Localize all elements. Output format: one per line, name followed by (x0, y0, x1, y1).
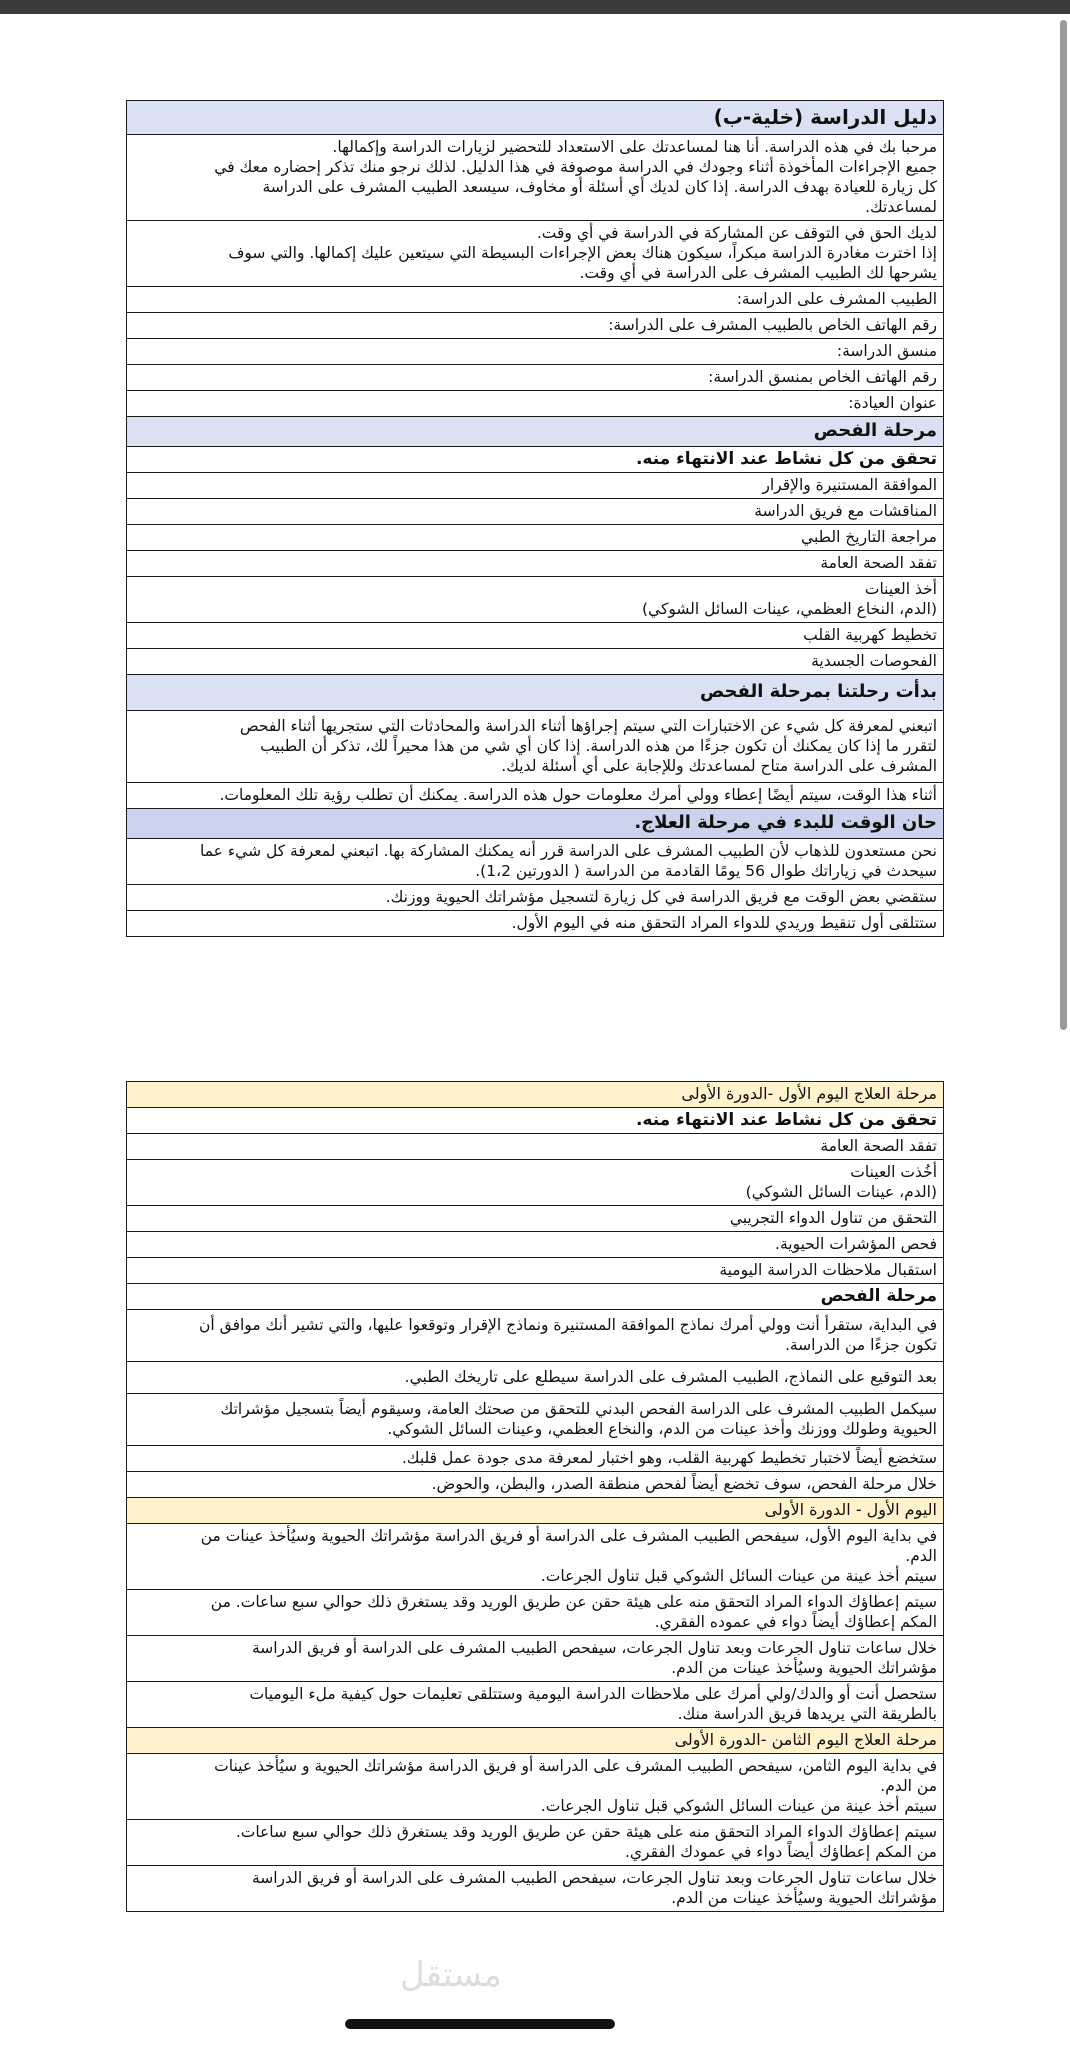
checklist-header: تحقق من كل نشاط عند الانتهاء منه. (126, 1108, 944, 1134)
journey-note: أثناء هذا الوقت، سيتم أيضًا إعطاء وولي أمرك معلومات حول هذه الدراسة. يمكنك أن تطلب رؤية تلك المعلومات. (126, 783, 944, 809)
section-header-treatment: حان الوقت للبدء في مرحلة العلاج. (126, 809, 944, 839)
checklist-item: الفحوصات الجسدية (126, 649, 944, 675)
checklist-item: استقبال ملاحظات الدراسة اليومية (126, 1258, 944, 1284)
intro-line: جميع الإجراءات المأخوذة أثناء وجودك في الدراسة موصوفة في هذا الدليل. لذلك نرجو منك تذكر إحضاره معك في (214, 158, 937, 176)
day8-row: سيتم إعطاؤك الدواء المراد التحقق منه على هيئة حقن عن طريق الوريد وقد يستغرق ذلك حوالي سبع ساعات. من المكم إعطاؤك أيضاً دواء في عمودك الفقري. (126, 1820, 944, 1866)
section-header-journey: بدأت رحلتنا بمرحلة الفحص (126, 675, 944, 711)
contact-field-doctor: الطبيب المشرف على الدراسة: (126, 287, 944, 313)
day1-row: ستحصل أنت أو والدك/ولي أمرك على ملاحظات الدراسة اليومية وستتلقى تعليمات حول كيفية ملء اليوميات بالطريقة التي يريدها فريق الدراسة منك. (126, 1682, 944, 1728)
treatment-row: نحن مستعدون للذهاب لأن الطبيب المشرف على الدراسة قرر أنه يمكنك المشاركة بها. اتبعني لمعرفة كل شيء عما سيحدث في زياراتك طوال 56 يومًا القادمة من الدراسة ( الدورتين 1،2). (126, 839, 944, 885)
intro-line: كل زيارة للعيادة بهدف الدراسة. إذا كان لديك أي أسئلة أو مخاوف، سيسعد الطبيب المشرف على الدراسة (262, 178, 937, 196)
browser-top-bar (0, 0, 1070, 14)
contact-field-coordinator: منسق الدراسة: (126, 339, 944, 365)
watermark-logo: مستقل (400, 1955, 502, 1995)
day1-row: سيتم إعطاؤك الدواء المراد التحقق منه على هيئة حقن عن طريق الوريد وقد يستغرق ذلك حوالي سبع ساعات. من المكم إعطاؤك أيضاً دواء في عموده الفقري. (126, 1590, 944, 1636)
checklist-item: مراجعة التاريخ الطبي (126, 525, 944, 551)
day8-row: خلال ساعات تناول الجرعات وبعد تناول الجرعات، سيفحص الطبيب المشرف على الدراسة أو فريق الدراسة مؤشراتك الحيوية وسيُأخذ عينات من الدم. (126, 1866, 944, 1912)
treatment-row: ستقضي بعض الوقت مع فريق الدراسة في كل زيارة لتسجيل مؤشراتك الحيوية ووزنك. (126, 885, 944, 911)
day1-row: في بداية اليوم الأول، سيفحص الطبيب المشرف على الدراسة أو فريق الدراسة مؤشراتك الحيوية وسيُأخذ عينات من الدم. سيتم أخذ عينة من عينات السائل الشوكي قبل تناول الجرعات. (126, 1524, 944, 1590)
treatment-row: ستتلقى أول تنقيط وريدي للدواء المراد التحقق منه في اليوم الأول. (126, 911, 944, 937)
section-header-day1: اليوم الأول - الدورة الأولى (126, 1498, 944, 1524)
rights-line: إذا اخترت مغادرة الدراسة مبكراً، سيكون هناك بعض الإجراءات البسيطة التي سيتعين عليك إكمالها. والتي سوف (228, 244, 937, 262)
day8-row: في بداية اليوم الثامن، سيفحص الطبيب المشرف على الدراسة أو فريق الدراسة مؤشراتك الحيوية و سيُأخذ عينات من الدم. سيتم أخذ عينة من عينات السائل الشوكي قبل تناول الجرعات. (126, 1754, 944, 1820)
page-title: دليل الدراسة (خلية-ب) (126, 100, 944, 135)
journey-paragraph: اتبعني لمعرفة كل شيء عن الاختبارات التي سيتم إجراؤها أثناء الدراسة والمحادثات التي ستجريها أثناء الفحص لتقرر ما إذا كان يمكنك أن تكون جزءًا من هذه الدراسة. إذا كان أي شي من هذا محيراً لك، تذكر أن الطبيب المشرف على الدراسة متاح لمساعدتك وللإجابة على أي أسئلة لديك. (126, 711, 944, 783)
checklist-item: تفقد الصحة العامة (126, 1134, 944, 1160)
home-indicator[interactable] (345, 2019, 615, 2029)
checklist-item: تخطيط كهربية القلب (126, 623, 944, 649)
checklist-item: تفقد الصحة العامة (126, 551, 944, 577)
section-header-day8: مرحلة العلاج اليوم الثامن -الدورة الأولى (126, 1728, 944, 1754)
section-header-screening: مرحلة الفحص (126, 417, 944, 447)
contact-field-clinic-address: عنوان العيادة: (126, 391, 944, 417)
screening-row: بعد التوقيع على النماذج، الطبيب المشرف على الدراسة سيطلع على تاريخك الطبي. (126, 1362, 944, 1394)
rights-line: لديك الحق في التوقف عن المشاركة في الدراسة في أي وقت. (536, 224, 937, 242)
screening-row: سيكمل الطبيب المشرف على الدراسة الفحص البدني للتحقق من صحتك العامة، وسيقوم أيضاً بتسجيل مؤشراتك الحيوية وطولك ووزنك وأخذ عينات من الدم، والنخاع العظمي، وعينات السائل الشوكي. (126, 1394, 944, 1446)
intro-line: مرحبا بك في هذه الدراسة. أنا هنا لمساعدتك على الاستعداد للتحضير لزيارات الدراسة وإكمالها. (332, 138, 937, 156)
checklist-item: فحص المؤشرات الحيوية. (126, 1232, 944, 1258)
treatment-day1-table (126, 1081, 944, 1912)
section-header-day1-cycle1: مرحلة العلاج اليوم الأول -الدورة الأولى (126, 1081, 944, 1108)
checklist-item: أخُذت العينات (الدم، عينات السائل الشوكي) (126, 1160, 944, 1206)
screening-row: خلال مرحلة الفحص، سوف تخضع أيضاً لفحص منطقة الصدر، والبطن، والحوض. (126, 1472, 944, 1498)
rights-paragraph (126, 221, 944, 287)
study-guide-table (126, 100, 944, 937)
checklist-item: المناقشات مع فريق الدراسة (126, 499, 944, 525)
screening-row: في البداية، ستقرأ أنت وولي أمرك نماذج الموافقة المستنيرة ونماذج الإقرار وتوقعوا عليها، والتي تشير أنك موافق أن تكون جزءًا من الدراسة. (126, 1310, 944, 1362)
section-header-screening: مرحلة الفحص (126, 1284, 944, 1310)
contact-field-coordinator-phone: رقم الهاتف الخاص بمنسق الدراسة: (126, 365, 944, 391)
screening-row: ستخضع أيضاً لاختبار تخطيط كهربية القلب، وهو اختبار لمعرفة مدى جودة عمل قلبك. (126, 1446, 944, 1472)
scrollbar[interactable] (1060, 20, 1067, 1030)
checklist-item: أخذ العينات (الدم، النخاع العظمي، عينات السائل الشوكي) (126, 577, 944, 623)
checklist-item: التحقق من تناول الدواء التجريبي (126, 1206, 944, 1232)
contact-field-doctor-phone: رقم الهاتف الخاص بالطبيب المشرف على الدراسة: (126, 313, 944, 339)
day1-row: خلال ساعات تناول الجرعات وبعد تناول الجرعات، سيفحص الطبيب المشرف على الدراسة أو فريق الدراسة مؤشراتك الحيوية وسيُأخذ عينات من الدم. (126, 1636, 944, 1682)
checklist-item: الموافقة المستنيرة والإقرار (126, 473, 944, 499)
intro-line: لمساعدتك. (865, 198, 937, 216)
checklist-header: تحقق من كل نشاط عند الانتهاء منه. (126, 447, 944, 473)
rights-line: يشرحها لك الطبيب المشرف على الدراسة في أي وقت. (579, 264, 937, 282)
intro-paragraph (126, 135, 944, 221)
